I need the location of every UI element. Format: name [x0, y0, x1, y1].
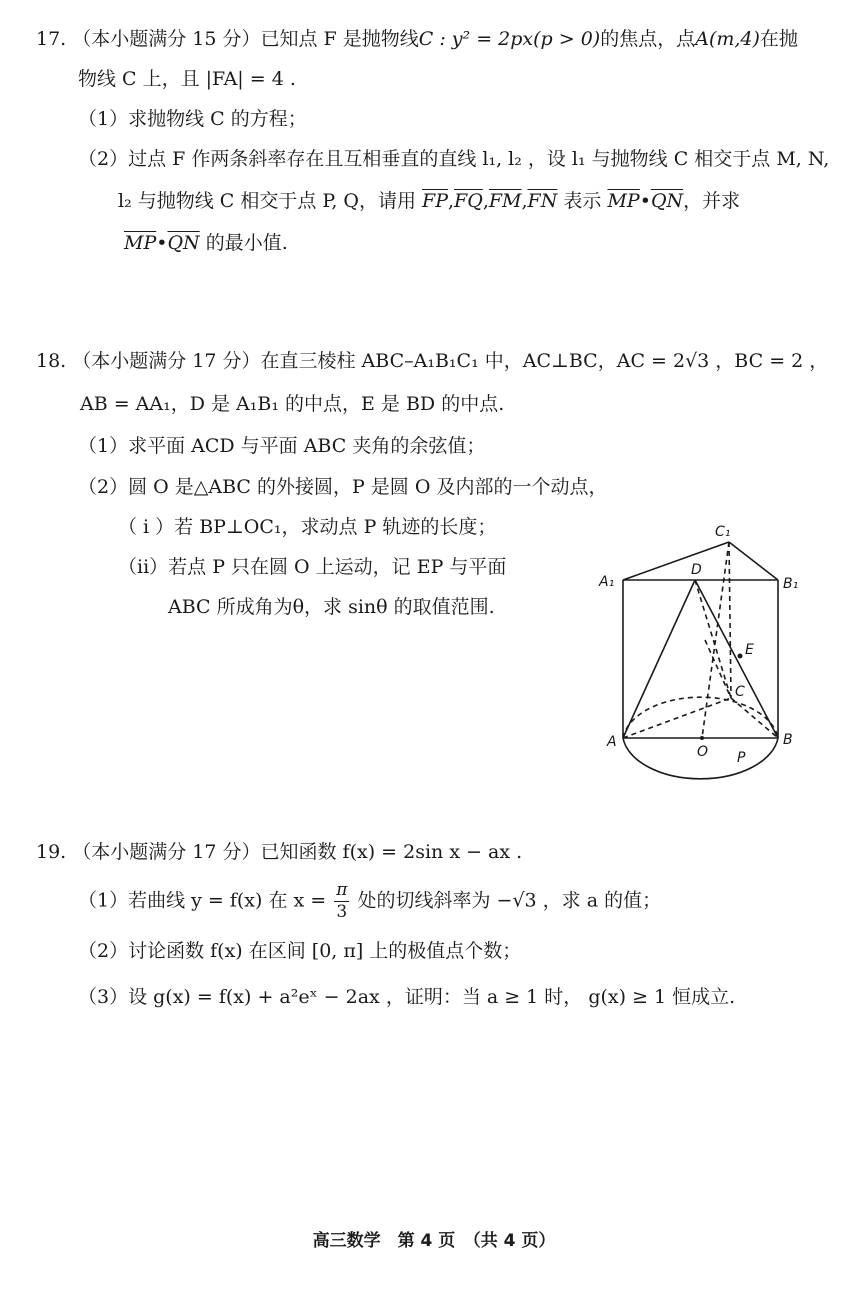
vector-qn: $\overline{QN}$	[650, 190, 684, 212]
q19-part-1-b: 处的切线斜率为 −√3 ，求 a 的值；	[357, 889, 662, 912]
q18-line-2: AB = AA₁，D 是 A₁B₁ 的中点，E 是 BD 的中点.	[80, 393, 505, 415]
q17-part-2-text: l₂ 与抛物线 C 相交于点 P, Q，请用	[118, 190, 416, 212]
edge-c1b1	[729, 542, 778, 580]
q17-and-find: ，并求	[683, 190, 741, 212]
segment-c1o	[702, 542, 729, 738]
q19-line-1: 19. （本小题满分 17 分）已知函数 f(x) = 2sin x − ax .	[36, 841, 523, 863]
q18-part-1: （1）求平面 ACD 与平面 ABC 夹角的余弦值；	[78, 435, 486, 457]
label-a: A	[607, 734, 617, 750]
vector-fq: $\overline{FQ}$	[454, 190, 483, 212]
q19-part-1-a: （1）若曲线 y = f(x) 在 x =	[78, 889, 327, 912]
segment-da	[623, 580, 695, 738]
q17-line-2: 物线 C 上，且 |FA| = 4 .	[78, 68, 296, 90]
q18-part-2-ii: （ii）若点 P 只在圆 O 上运动，记 EP 与平面	[118, 556, 507, 578]
fraction-numerator: π	[336, 880, 348, 900]
label-p: P	[737, 750, 746, 766]
edge-cc1	[729, 542, 731, 698]
q17-represent: 表示	[563, 190, 602, 212]
q17-point-a: A(m,4)	[695, 28, 760, 50]
vector-qn-2: $\overline{QN}$	[167, 232, 200, 254]
point-o	[700, 736, 704, 740]
label-o: O	[697, 744, 709, 760]
q17-stem-mid: 的焦点，点	[600, 28, 696, 50]
label-c1: C₁	[715, 524, 731, 540]
edge-a1c1	[623, 542, 729, 580]
prism-figure	[585, 520, 805, 780]
label-b1: B₁	[783, 576, 799, 592]
vector-fn: $\overline{FN}$	[527, 190, 558, 212]
q17-stem-end: 在抛	[759, 28, 798, 50]
q19-part-3: （3）设 g(x) = f(x) + a²eˣ − 2ax ，证明：当 a ≥ 1 时， g(x) ≥ 1 恒成立.	[78, 986, 736, 1008]
fraction-denominator: 3	[336, 902, 348, 922]
q17-part-2-line-2: l₂ 与抛物线 C 相交于点 P, Q，请用 $\overline{FP},\overline{FQ},\overline{FM},\overline{FN}$ 表示 $\overline{MP}•\overline{QN}$，并求	[118, 190, 741, 212]
vector-mp-2: $\overline{MP}$	[124, 232, 157, 254]
q19-part-1	[78, 882, 661, 921]
edge-cb	[731, 698, 778, 738]
q18-line-1: 18. （本小题满分 17 分）在直三棱柱 ABC–A₁B₁C₁ 中，AC⊥BC，AC = 2√3 ，BC = 2 ，	[36, 350, 829, 372]
fraction-pi-over-3	[334, 882, 349, 921]
label-c: C	[735, 684, 745, 700]
q18-part-2-ii-line-2: ABC 所成角为θ，求 sinθ 的取值范围.	[168, 596, 495, 618]
vector-fp: $\overline{FP}$	[422, 190, 448, 212]
q18-part-2-i: （ i ）若 BP⊥OC₁，求动点 P 轨迹的长度；	[118, 516, 497, 538]
vector-mp: $\overline{MP}$	[607, 190, 640, 212]
vector-fm: $\overline{FM}$	[488, 190, 522, 212]
label-a1: A₁	[599, 574, 615, 590]
q19-part-2: （2）讨论函数 f(x) 在区间 [0, π] 上的极值点个数；	[78, 940, 522, 962]
q17-min-value: 的最小值.	[205, 232, 288, 254]
label-d: D	[691, 562, 702, 578]
q17-stem: 17. （本小题满分 15 分）已知点 F 是抛物线	[36, 28, 419, 50]
q17-parabola-eq: C : y² = 2px(p > 0)	[418, 28, 601, 50]
q17-part-2: （2）过点 F 作两条斜率存在且互相垂直的直线 l₁, l₂ ，设 l₁ 与抛物线 C 相交于点 M, N,	[78, 148, 830, 170]
segment-db	[695, 580, 778, 738]
point-e	[738, 654, 743, 659]
q17-part-2-line-3: $\overline{MP}•\overline{QN}$ 的最小值.	[124, 232, 288, 254]
q17-line-1	[36, 30, 798, 49]
label-b: B	[783, 732, 793, 748]
page-footer: 高三数学 第 4 页 （共 4 页）	[312, 1231, 556, 1251]
q18-part-2: （2）圆 O 是△ABC 的外接圆，P 是圆 O 及内部的一个动点，	[78, 476, 608, 498]
q17-part-1: （1）求抛物线 C 的方程；	[78, 108, 307, 130]
label-e: E	[745, 642, 754, 658]
